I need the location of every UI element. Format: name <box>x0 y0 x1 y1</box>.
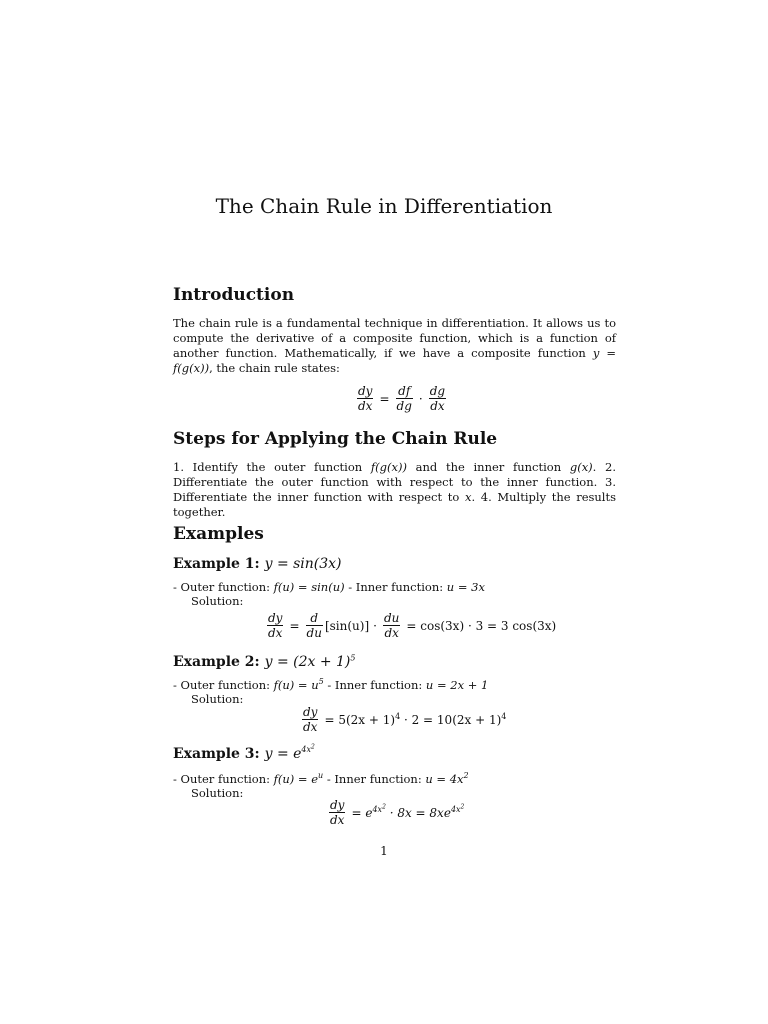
inner-function-notation: g(x) <box>569 460 593 474</box>
introduction-heading: Introduction <box>173 285 295 305</box>
example-2-functions: - Outer function: $f(u) = u^5$ - Inner function: u = 2x + 1 <box>173 677 489 692</box>
example-2-heading: Example 2: $y = (2x + 1)^5$ <box>173 653 356 670</box>
page-number: 1 <box>380 844 388 858</box>
examples-heading: Examples <box>173 524 264 544</box>
composite-function: y = f(g(x)) <box>173 346 616 375</box>
example-3-solution-label: Solution: <box>191 786 244 800</box>
example-2-solution-equation: $\frac{dy}{dx}$ = $5(2x + 1)^4 \cdot 2 = 10(2x + 1)^4$ <box>303 705 507 734</box>
intro-text-part-1: The chain rule is a fundamental technique in differentiation. It allows us to compute the derivative of a composite function, which is a function of another function. Mathematically, if we have a composite function <box>173 316 616 360</box>
example-1-solution-equation: $\frac{dy}{dx}$ = $\frac{d}{du}$ [sin(u)] · $\frac{du}{dx}$ = cos(3x) · 3 = 3 cos(3x) <box>268 611 557 640</box>
intro-text-part-2: , the chain rule states: <box>209 361 340 375</box>
example-2-solution-label: Solution: <box>191 692 244 706</box>
df-dg-fraction: $\frac{df}{dg}$ <box>396 384 412 413</box>
introduction-paragraph <box>173 316 616 376</box>
example-1-solution-label: Solution: <box>191 594 244 608</box>
example-1-functions: - Outer function: f(u) = sin(u) - Inner function: u = 3x <box>173 580 485 594</box>
steps-paragraph: 1. Identify the outer function f(g(x)) and the inner function g(x). 2. Differentiate the outer function with respect to the inner function. 3. Differentiate the inner function with respect to x. 4. Multiply the results together. <box>173 460 617 519</box>
outer-function-notation: f(g(x)) <box>370 460 407 474</box>
example-3-solution-equation: $\frac{dy}{dx}$ = $e^{4x^2} \cdot 8x = 8xe^{4x^2}$ <box>330 798 465 827</box>
steps-heading: Steps for Applying the Chain Rule <box>173 429 498 449</box>
dy-dx-fraction: $\frac{dy}{dx}$ <box>358 384 373 413</box>
example-3-heading: Example 3: $y = e^{4x^2}$ <box>173 743 315 762</box>
example-1-heading: Example 1: y = sin(3x) <box>173 556 342 572</box>
document-title: The Chain Rule in Differentiation <box>215 194 553 218</box>
example-3-functions: - Outer function: $f(u) = e^u$ - Inner function: $u = 4x^2$ <box>173 771 469 786</box>
dg-dx-fraction: $\frac{dg}{dx}$ <box>429 384 446 413</box>
chain-rule-formula: $\frac{dy}{dx}$ = $\frac{df}{dg}$ · $\frac{dg}{dx}$ <box>358 384 446 413</box>
